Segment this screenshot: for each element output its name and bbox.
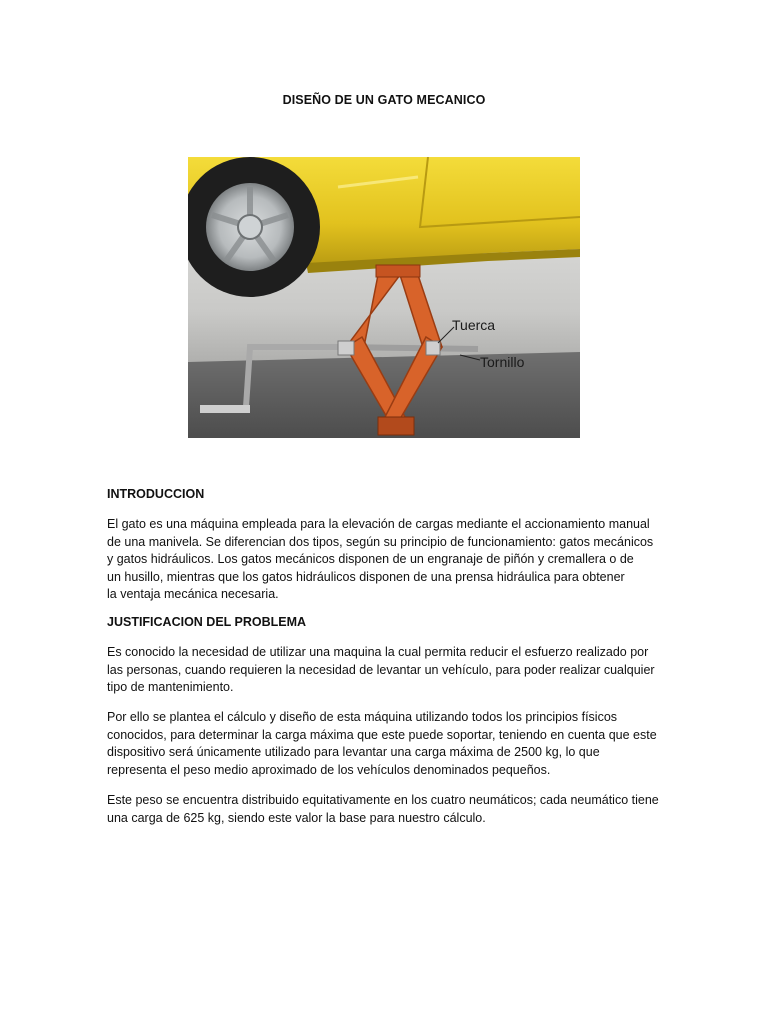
text-line: una carga de 625 kg, siendo este valor la base para nuestro cálculo. bbox=[107, 810, 486, 825]
figure-label-nut: Tuerca bbox=[452, 317, 496, 333]
scissor-jack-photo bbox=[188, 157, 580, 438]
text-line: Por ello se plantea el cálculo y diseño de esta máquina utilizando todos los principios físicos bbox=[107, 710, 618, 724]
justification-heading: JUSTIFICACION DEL PROBLEMA bbox=[107, 615, 307, 629]
intro-heading: INTRODUCCION bbox=[107, 487, 205, 501]
text-line: la ventaja mecánica necesaria. bbox=[107, 587, 279, 601]
text-line: de una manivela. Se diferencian dos tipos, según su principio de funcionamiento: gatos mecánicos bbox=[107, 534, 654, 549]
text-line: Es conocido la necesidad de utilizar una maquina la cual permita reducir el esfuerzo realizado por bbox=[107, 645, 649, 659]
text-line: representa el peso medio aproximado de los vehículos denominados pequeños. bbox=[107, 762, 551, 777]
justification-paragraph-1 bbox=[107, 644, 667, 697]
text-line: tipo de mantenimiento. bbox=[107, 680, 234, 694]
justification-paragraph-3 bbox=[107, 792, 667, 827]
justification-paragraph-2 bbox=[107, 709, 667, 779]
text-line: un husillo, mientras que los gatos hidráulicos disponen de una prensa hidráulica para obtener bbox=[107, 569, 625, 584]
text-line: El gato es una máquina empleada para la elevación de cargas mediante el accionamiento manual bbox=[107, 517, 650, 531]
text-line: dispositivo será únicamente utilizado para levantar una carga máxima de 2500 kg, lo que bbox=[107, 745, 600, 759]
figure-label-screw: Tornillo bbox=[480, 354, 525, 370]
text-line: las personas, cuando requieren la necesidad de levantar un vehículo, para poder realizar cualquier bbox=[107, 662, 655, 677]
text-line: y gatos hidráulicos. Los gatos mecánicos disponen de un engranaje de piñón y cremallera o de bbox=[107, 552, 634, 566]
text-line: Este peso se encuentra distribuido equitativamente en los cuatro neumáticos; cada neumático tiene bbox=[107, 793, 659, 807]
text-line: conocidos, para determinar la carga máxima que este puede soportar, teniendo en cuenta que este bbox=[107, 727, 657, 742]
document-title: DISEÑO DE UN GATO MECANICO bbox=[282, 93, 486, 107]
intro-paragraph bbox=[107, 516, 667, 604]
